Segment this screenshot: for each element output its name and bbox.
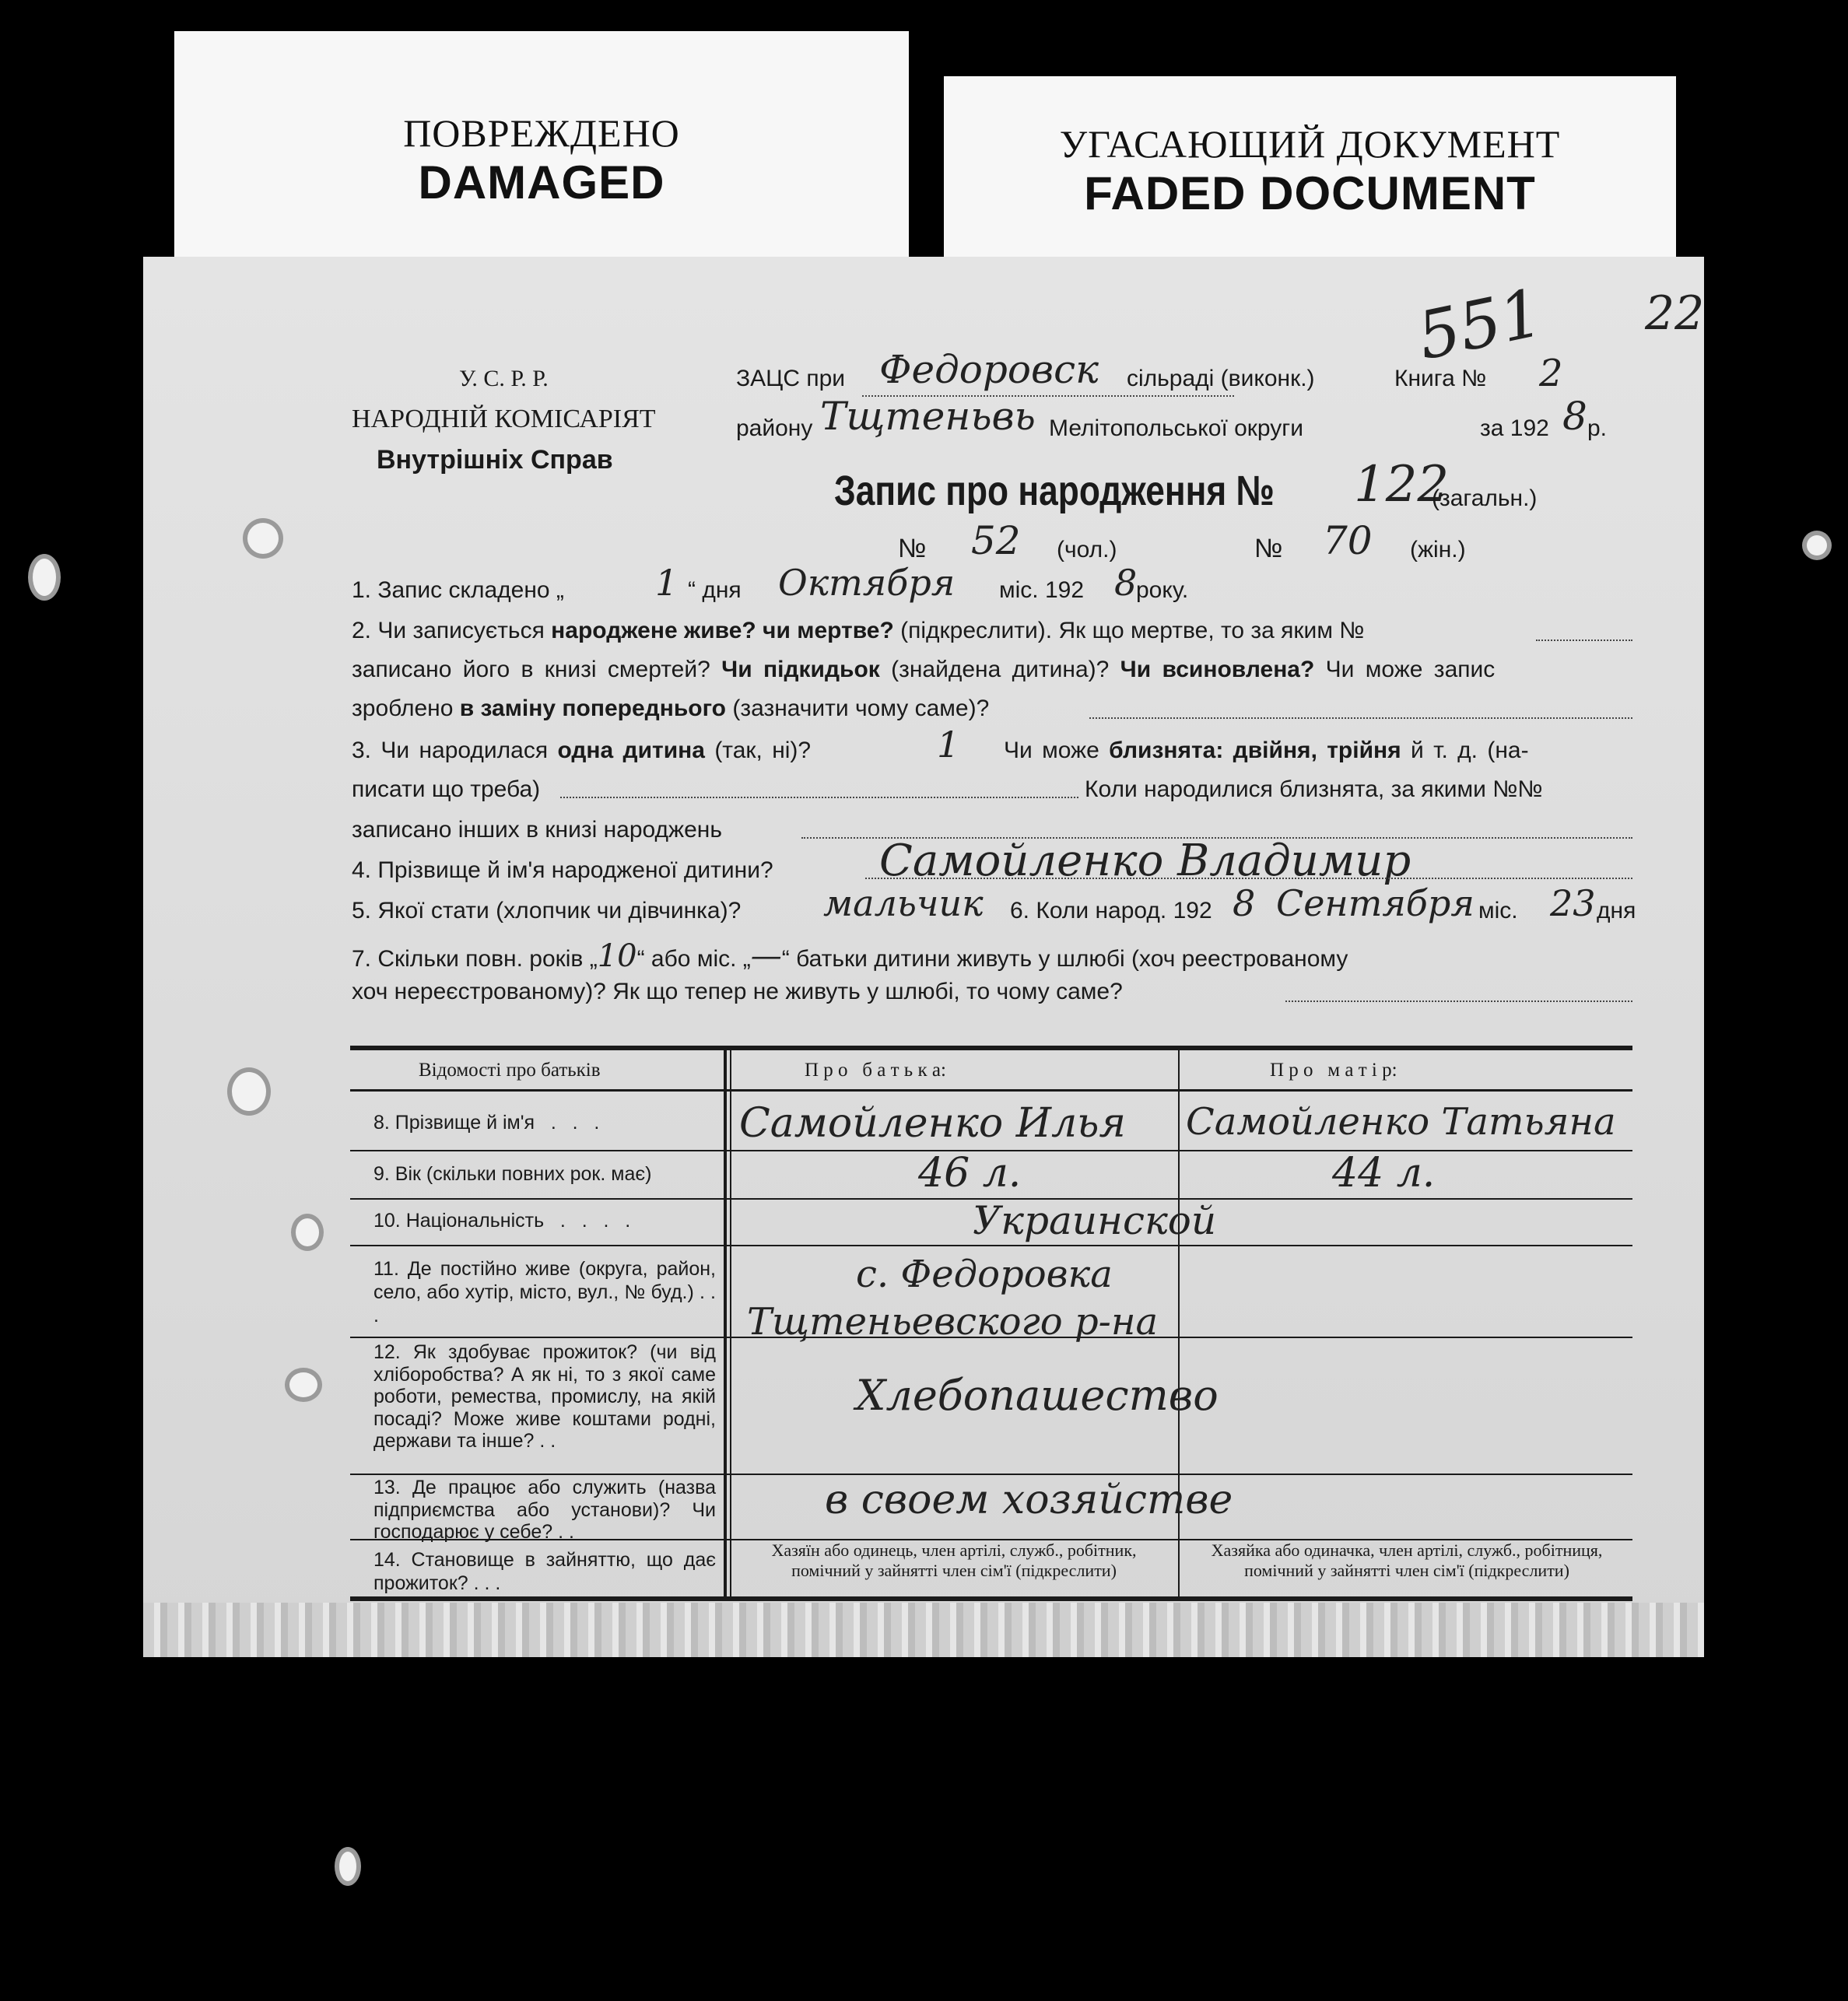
item3-l1-d: Чи може <box>1004 738 1110 763</box>
archive-corner-number: 22 <box>1645 286 1705 341</box>
item4-dots <box>865 878 1632 879</box>
faded-label-card <box>944 76 1676 271</box>
item7-dots <box>1285 1000 1632 1002</box>
year-handwritten: 8 <box>1562 394 1587 439</box>
row-sep <box>350 1474 1632 1475</box>
row9-label: 9. Вік (скільки повних рок. має) <box>373 1163 652 1185</box>
item1-day-hw: 1 <box>655 562 679 604</box>
item1-text-c: міс. 192 <box>999 577 1085 603</box>
okrug-label: Мелітопольської округи <box>1049 415 1303 441</box>
female-label: (жін.) <box>1410 537 1466 562</box>
general-label: (загальн.) <box>1432 485 1538 511</box>
female-no-sign: № <box>1254 534 1283 563</box>
year-label: за 192 <box>1480 415 1549 441</box>
item3-l1-f: й т. д. (на- <box>1401 738 1529 763</box>
header-commissariat: НАРОДНІЙ КОМІСАРІЯТ <box>352 405 656 433</box>
damage-hole <box>1807 535 1827 555</box>
item2-l1-b: народжене живе? чи мертве? <box>551 618 894 643</box>
item1-text-a: 1. Запис складено „ <box>352 577 564 603</box>
header-republic: У. С. Р. Р. <box>459 366 549 391</box>
item2-l1-a: 2. Чи записується <box>352 618 552 643</box>
item3-line1-rest <box>1004 738 1529 764</box>
item2-l3-b: в заміну попереднього <box>459 696 727 721</box>
frayed-edge <box>143 1603 1704 1657</box>
table-top-rule <box>350 1046 1632 1050</box>
item2-l2-e: Чи може запис <box>1314 657 1496 682</box>
year-suffix: р. <box>1587 415 1608 441</box>
header-ministry: Внутрішніх Справ <box>377 445 613 475</box>
damage-hole <box>247 523 279 554</box>
nationality-hw: Украинской <box>973 1198 1217 1243</box>
item7-l1-c: “ або міс. „ <box>636 946 751 972</box>
table-col-rule-1 <box>724 1050 727 1598</box>
district-handwritten: Тщтеньвь <box>820 394 1036 439</box>
occupation-hw: Хлебопашество <box>856 1371 1219 1420</box>
village-handwritten: Федоровск <box>879 347 1099 392</box>
row8-label: 8. Прізвище й ім'я . . . <box>373 1112 600 1134</box>
item4-label: 4. Прізвище й ім'я народженої дитини? <box>352 857 773 883</box>
item7-l1-a: 7. Скільки повн. років „ <box>352 946 598 972</box>
item1-text-b: “ дня <box>688 577 742 603</box>
male-number-handwritten: 52 <box>971 518 1021 563</box>
item2-line1 <box>352 618 1364 644</box>
item3-line3: записано інших в книзі народжень <box>352 817 723 843</box>
item3-line2b: Коли народилися близнята, за якими №№ <box>1085 776 1543 802</box>
male-label: (чол.) <box>1057 537 1117 562</box>
record-number-handwritten: 122 <box>1354 456 1450 513</box>
mother-status-options: Хазяйка або одиначка, член артілі, служб., робітниця, помічний у зайнятті член сім'ї (підкреслити) <box>1211 1540 1603 1581</box>
damaged-label-ru: ПОВРЕЖДЕНО <box>403 111 680 155</box>
item1-month-hw: Октября <box>778 562 956 604</box>
father-name-hw: Самойленко Илья <box>739 1100 1126 1147</box>
marriage-months-hw: — <box>750 938 782 974</box>
item2-l2-d: Чи всиновлена? <box>1120 657 1315 682</box>
item2-line2 <box>352 657 1495 683</box>
table-header-rule <box>350 1089 1632 1092</box>
mother-name-hw: Самойленко Татьяна <box>1186 1100 1616 1144</box>
table-col-rule-1b <box>730 1050 731 1598</box>
item3-l1-c: (так, ні)? <box>704 738 812 763</box>
workplace-hw: в своем хозяйстве <box>825 1477 1233 1523</box>
item2-line3 <box>352 696 989 722</box>
child-sex-handwritten: мальчик <box>823 882 984 924</box>
birth-month-handwritten: Сентября <box>1276 882 1475 924</box>
father-status-options: Хазяїн або одинець, член артілі, служб., робітник, помічний у зайнятті член сім'ї (підкреслити) <box>771 1540 1137 1581</box>
item2-line3-dots <box>1089 717 1632 719</box>
marriage-years-hw: 10 <box>597 938 637 974</box>
item2-l3-c: (зазначити чому саме)? <box>726 696 990 721</box>
female-number-handwritten: 70 <box>1323 518 1373 563</box>
faded-label-en: FADED DOCUMENT <box>1084 167 1536 219</box>
book-handwritten: 2 <box>1539 352 1563 395</box>
item7-line2: хоч нереєстрованому)? Як що тепер не живуть у шлюбі, то чому саме? <box>352 979 1123 1004</box>
faded-label-ru: УГАСАЮЩИЙ ДОКУМЕНТ <box>1059 122 1561 166</box>
district-label: району <box>736 415 813 441</box>
table-header-father: П р о б а т ь к а: <box>805 1060 946 1081</box>
damage-hole <box>339 1852 356 1881</box>
item3-l1-b: одна дитина <box>557 738 705 763</box>
item6-label: 6. Коли народ. 192 <box>1010 898 1212 923</box>
item1-year-hw: 8 <box>1114 562 1138 604</box>
day-label: дня <box>1597 898 1636 923</box>
table-bottom-rule <box>350 1596 1632 1601</box>
month-label: міс. <box>1478 898 1518 923</box>
item3-line2-dots <box>560 797 1078 798</box>
item3-l1-a: 3. Чи народилася <box>352 738 558 763</box>
residence-hw: с. Федоровка Тщтеньевского р-на <box>747 1253 1159 1344</box>
item7-l1-e: “ батьки дитини живуть у шлюбі (хоч реестрованому <box>781 946 1348 972</box>
item1-text-d: року. <box>1136 577 1189 603</box>
item2-l2-b: Чи підкидьок <box>721 657 880 682</box>
item2-l3-a: зроблено <box>352 696 460 721</box>
father-age-hw: 46 л. <box>918 1150 1022 1197</box>
mother-age-hw: 44 л. <box>1332 1150 1436 1197</box>
zags-prefix: ЗАЦС при <box>736 366 846 391</box>
archive-number: 551 <box>1411 274 1549 375</box>
item3-line1 <box>352 738 811 764</box>
damaged-label-en: DAMAGED <box>418 156 665 209</box>
item2-line1-dots <box>1536 640 1632 641</box>
damage-hole <box>296 1218 319 1246</box>
item3-one-hw: 1 <box>937 724 960 766</box>
item7-line1 <box>352 938 1348 974</box>
book-label: Книга № <box>1394 366 1487 391</box>
item3-line2a: писати що треба) <box>352 776 541 802</box>
record-title: Запис про народження № <box>834 468 1275 514</box>
council-label: сільраді (виконк.) <box>1127 366 1315 391</box>
row-sep <box>350 1245 1632 1246</box>
item2-l2-c: (знайдена дитина)? <box>879 657 1120 682</box>
birth-day-handwritten: 23 <box>1550 882 1596 924</box>
child-name-handwritten: Самойленко Владимир <box>879 836 1411 886</box>
item5-label: 5. Якої стати (хлопчик чи дівчинка)? <box>352 898 742 923</box>
damage-hole <box>232 1072 266 1111</box>
row10-label: 10. Національність . . . . <box>373 1210 631 1232</box>
row11-label: 11. Де постійно живе (округа, район, село, або хутір, місто, вул., № буд.) . . . <box>373 1258 716 1326</box>
row12-label: 12. Як здобуває прожиток? (чи від хліборобства? А як ні, то з якої саме роботи, ремества, промислу, на якій посаді? Може живе коштами родні, держави та інше? . . <box>373 1341 716 1452</box>
row14-label: 14. Становище в зайняттю, що дає прожиток? . . . <box>373 1549 716 1594</box>
item2-l1-c: (підкреслити). Як що мертве, то за яким № <box>893 618 1365 643</box>
table-header-parents: Відомості про батьків <box>419 1060 601 1081</box>
table-header-mother: П р о м а т і р: <box>1270 1060 1397 1081</box>
item2-l2-a: записано його в книзі смертей? <box>352 657 722 682</box>
male-no-sign: № <box>898 534 927 563</box>
item3-l1-e: близнята: двійня, трійня <box>1109 738 1401 763</box>
damage-hole <box>33 559 56 596</box>
damaged-label-card <box>174 31 909 265</box>
row13-label: 13. Де працює або служить (назва підприємства або установи)? Чи господарює у себе? . . <box>373 1477 716 1543</box>
birth-year-handwritten: 8 <box>1233 882 1256 924</box>
damage-hole <box>289 1372 317 1397</box>
